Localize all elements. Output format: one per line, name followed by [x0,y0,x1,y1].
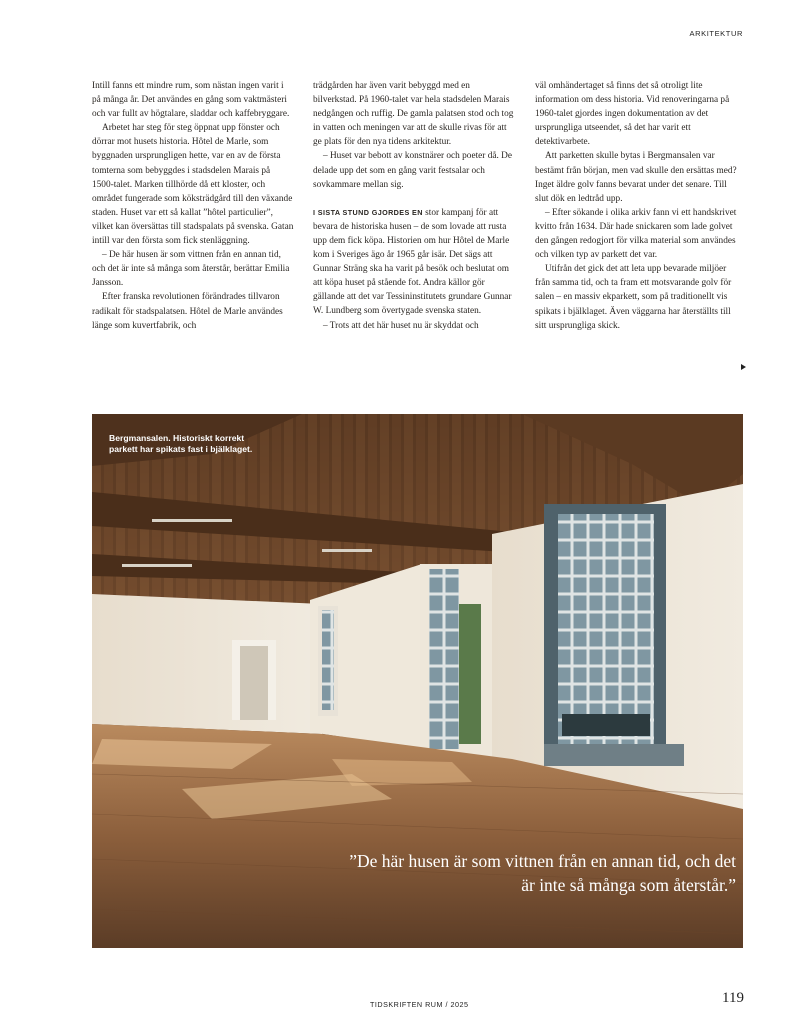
paragraph: Arbetet har steg för steg öppnat upp fönster och dörrar mot husets historia. Hôtel de Marle, som byggnaden ursprungligen hette, var en av de första tomterna som bebyggdes i stadsdelen Marais på 1500-talet. Marken tillhörde då ett kloster, och området fungerade som köksträdgård till den växande staden. Huset var ett så kallat ”hôtel particulier”, vilket kan översättas till stadspalats på svenska. Gatan intill var den första som fick stenläggning. [92,123,294,247]
paragraph: – Trots att det här huset nu är skyddat och [323,320,479,331]
paragraph: – Huset var bebott av konstnärer och poeter då. De delade upp det som en gång varit festsalar och sovkammare mellan sig. [313,151,512,190]
paragraph: Intill fanns ett mindre rum, som nästan ingen varit i på många år. Det användes en gång som vaktmästeri och var fullt av högtalare, sladdar och kaffebryggare. [92,81,290,120]
paragraph: – Efter sökande i olika arkiv fann vi ett handskrivet kvitto från 1634. Där hade snickaren som lade golvet den gången redogjort för vilka material som användes och vilken typ av parkett det var. [535,207,737,261]
paragraph: Efter franska revolutionen förändrades tillvaron radikalt för stadspalatsen. Hôtel de Marle användes länge som kuvertfabrik, och [92,292,283,331]
paragraph: – De här husen är som vittnen från en annan tid, och det är inte så många som återstår, berättar Emilia Jansson. [92,250,290,289]
paragraph: Att parketten skulle bytas i Bergmansalen var bestämt från början, men vad skulle den ersättas med? Inget äldre golv fanns bevarat under det senare. Till slut dök en ledtråd upp. [535,151,737,204]
page-number: 119 [722,990,744,1006]
room-photo [92,414,743,948]
paragraph-text: stor kampanj för att bevara de historiska husen – de som lovade att rusta upp dem fick köpa. Historien om hur Hôtel de Marle kom i Sveriges ägo år 1965 går isär. Det sägs att Gunnar Sträng ska ha varit på besök och beslutat om att köpa huset på stående fot. Andra källor gör gällande att det var Tessininstitutets grundare Gunnar W. Lundberg som övertygade svenska staten. [313,207,512,317]
paragraph-with-lead [313,206,515,319]
photo-caption: Bergmansalen. Historiskt korrekt parkett har spikats fast i bjälklaget. [109,433,253,454]
paragraph: väl omhändertaget så finns det så otroligt lite information om dess historia. Vid renoveringarna på 1960-talet gjordes ingen dokumentation av det ursprungliga utseendet, så det har varit ett detektivarbete. [535,81,730,148]
section-label: ARKITEKTUR [689,29,743,38]
paragraph: Utifrån det gick det att leta upp bevarade miljöer från samma tid, och ta fram ett motsvarande golv för salen – en massiv ekparkett, som på traditionellt vis spikats i bjälklaget. Även väggarna har återställts till sitt ursprungliga skick. [535,264,732,331]
pull-quote: ”De här husen är som vittnen från en annan tid, och det är inte så många som återstår.” [349,851,736,895]
publication-footer: TIDSKRIFTEN RUM / 2025 [370,1000,469,1009]
text-column-3 [535,79,737,333]
text-column-1 [92,79,294,333]
section-lead-in: I SISTA STUND GJORDES EN [313,207,423,217]
text-column-2 [313,79,515,333]
paragraph: trädgården har även varit bebyggd med en bilverkstad. På 1960-talet var hela stadsdelen Marais nedgången och ruffig. De gamla palatsen stod och tog in vatten och meningen var att de skulle rivas för att ge plats för den nya tidens arkitektur. [313,81,514,148]
continue-arrow-icon [741,364,746,370]
